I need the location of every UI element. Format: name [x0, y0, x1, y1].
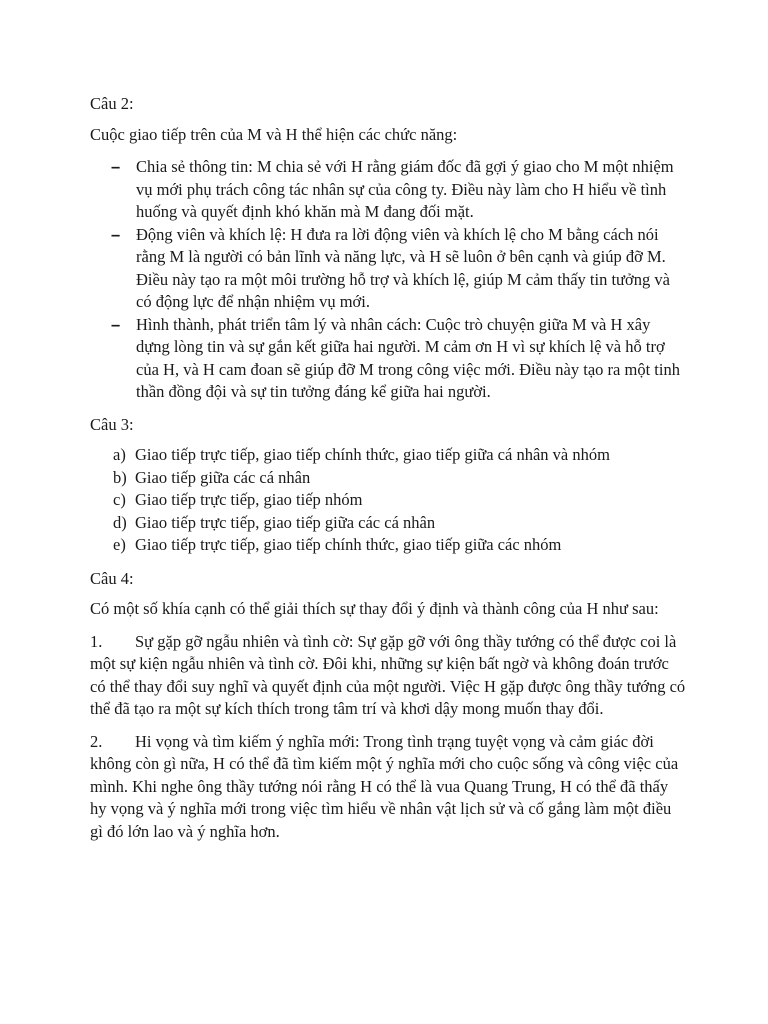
list-marker: e): [113, 535, 126, 554]
cau4-point-1: [90, 631, 688, 721]
list-item: [90, 224, 688, 314]
list-marker: d): [113, 512, 127, 532]
cau2-function-list: [90, 156, 688, 404]
dash-bullet-icon: –: [111, 225, 121, 244]
list-item: [90, 534, 688, 557]
list-marker: a): [113, 445, 126, 464]
cau4-heading: Câu 4:: [90, 568, 134, 588]
list-item-text: Giao tiếp trực tiếp, giao tiếp nhóm: [135, 490, 363, 509]
cau2-heading: Câu 2:: [90, 94, 134, 113]
list-item: [90, 314, 688, 404]
list-item-text: Giao tiếp giữa các cá nhân: [135, 467, 311, 487]
list-marker: b): [113, 467, 127, 487]
list-item-text: Giao tiếp trực tiếp, giao tiếp giữa các cá nhân: [135, 512, 436, 532]
cau4-point-2: [90, 731, 688, 844]
list-item: [90, 512, 688, 535]
point-text: Sự gặp gỡ ngẫu nhiên và tình cờ: Sự gặp gỡ với ông thầy tướng có thể được coi là một sự kiện ngẫu nhiên và tình cờ. Đôi khi, những sự kiện bất ngờ và không đoán trước có thể thay đổi suy nghĩ và quyết định của một người. Việc H gặp được ông thầy tướng có thể đã tạo ra một sự kích thích trong tâm trí và khơi dậy mong muốn thay đổi.: [90, 631, 686, 718]
list-item-text: Giao tiếp trực tiếp, giao tiếp chính thức, giao tiếp giữa cá nhân và nhóm: [135, 445, 610, 464]
cau2-intro: Cuộc giao tiếp trên của M và H thể hiện các chức năng:: [90, 124, 458, 144]
cau3-answer-list: [90, 444, 688, 557]
list-item: [90, 444, 688, 467]
list-item: [90, 467, 688, 490]
list-item: [90, 489, 688, 512]
point-text: Hi vọng và tìm kiếm ý nghĩa mới: Trong tình trạng tuyệt vọng và cảm giác đời không còn gì nữa, H có thể đã tìm kiếm một ý nghĩa mới cho cuộc sống và công việc của mình. Khi nghe ông thầy tướng nói rằng H có thể là vua Quang Trung, H có thể đã thấy hy vọng và ý nghĩa mới trong việc tìm hiểu về nhân vật lịch sử và cố gắng làm một điều gì đó lớn lao và ý nghĩa hơn.: [90, 731, 679, 841]
list-item-text: Động viên và khích lệ: H đưa ra lời động viên và khích lệ cho M bằng cách nói rằng M là người có bản lĩnh và năng lực, và H sẽ luôn ở bên cạnh và giúp đỡ M. Điều này tạo ra một môi trường hỗ trợ và khích lệ, giúp M cảm thấy tin tưởng và có động lực để nhận nhiệm vụ mới.: [136, 224, 670, 311]
dash-bullet-icon: –: [111, 158, 121, 176]
list-marker: c): [113, 490, 126, 509]
point-number: 2.: [90, 731, 103, 751]
document-page: [90, 93, 688, 853]
list-item-text: Giao tiếp trực tiếp, giao tiếp chính thức, giao tiếp giữa các nhóm: [135, 535, 562, 554]
dash-bullet-icon: –: [111, 315, 121, 334]
cau3-heading: Câu 3:: [90, 414, 134, 434]
list-item-text: Hình thành, phát triển tâm lý và nhân cách: Cuộc trò chuyện giữa M và H xây dựng lòng tin và sự gắn kết giữa hai người. M cảm ơn H vì sự khích lệ và hỗ trợ của H, và H cam đoan sẽ giúp đỡ M trong công việc mới. Điều này tạo ra một tinh thần đồng đội và sự tin tưởng đáng kể giữa hai người.: [136, 314, 680, 401]
cau4-intro: Có một số khía cạnh có thể giải thích sự thay đổi ý định và thành công của H như sau:: [90, 599, 659, 618]
point-number: 1.: [90, 631, 103, 651]
list-item: [90, 156, 688, 224]
list-item-text: Chia sẻ thông tin: M chia sẻ với H rằng giám đốc đã gợi ý giao cho M một nhiệm vụ mới phụ trách công tác nhân sự của công ty. Điều này làm cho H hiểu về tình huống và quyết định khó khăn mà M đang đối mặt.: [136, 157, 674, 221]
